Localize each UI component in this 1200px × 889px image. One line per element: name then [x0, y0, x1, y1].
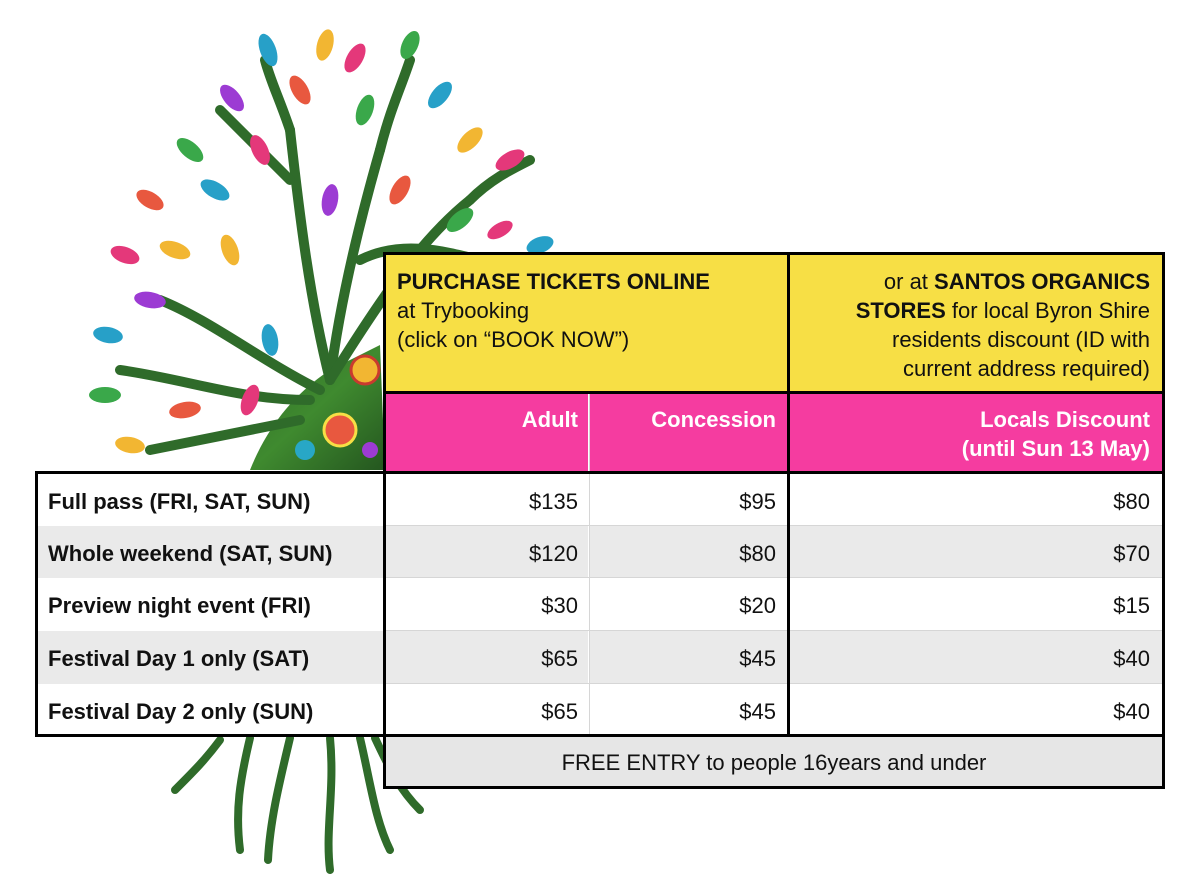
free-entry-note: FREE ENTRY to people 16years and under: [386, 736, 1162, 787]
price-locals: $40: [790, 684, 1162, 735]
price-concession: $95: [590, 474, 788, 526]
table-row-label: Preview night event (FRI): [37, 578, 385, 631]
table-row-label: Festival Day 1 only (SAT): [37, 631, 385, 684]
row-divider: [386, 683, 788, 684]
santos-id-text: residents discount (ID with: [892, 327, 1150, 352]
santos-address-text: current address required): [902, 356, 1150, 381]
price-adult: $120: [386, 526, 588, 578]
row-divider: [790, 525, 1162, 526]
table-border: [787, 252, 790, 736]
santos-store-name: SANTOS ORGANICS: [934, 269, 1150, 294]
price-adult: $30: [386, 578, 588, 631]
table-border: [383, 786, 1165, 789]
table-border: [383, 391, 1165, 394]
table-border: [383, 252, 386, 789]
online-book-now-hint: (click on “BOOK NOW”): [397, 327, 630, 352]
price-locals: $70: [790, 526, 1162, 578]
row-divider: [790, 577, 1162, 578]
price-adult: $135: [386, 474, 588, 526]
table-row-label: Full pass (FRI, SAT, SUN): [37, 474, 385, 526]
table-border: [1162, 252, 1165, 789]
price-locals: $80: [790, 474, 1162, 526]
row-divider: [790, 630, 1162, 631]
online-trybooking-text: at Trybooking: [397, 298, 530, 323]
santos-local-text: for local Byron Shire: [951, 298, 1150, 323]
table-row-label: Whole weekend (SAT, SUN): [37, 526, 385, 578]
row-divider: [790, 683, 1162, 684]
santos-stores-word: STORES: [855, 298, 946, 323]
table-border: [383, 252, 1165, 255]
table-border: [35, 471, 1165, 474]
row-divider: [386, 577, 788, 578]
price-adult: $65: [386, 631, 588, 684]
price-concession: $45: [590, 631, 788, 684]
price-locals: $15: [790, 578, 1162, 631]
column-header-concession: Concession: [590, 394, 788, 472]
column-divider: [589, 394, 590, 735]
table-row-label: Festival Day 2 only (SUN): [37, 684, 385, 735]
row-divider: [386, 630, 788, 631]
table-border: [35, 734, 1165, 737]
column-header-adult: Adult: [386, 394, 588, 472]
locals-discount-title: Locals Discount: [980, 407, 1150, 432]
santos-purchase-panel: [790, 255, 1162, 392]
online-title: PURCHASE TICKETS ONLINE: [397, 269, 710, 294]
price-locals: $40: [790, 631, 1162, 684]
price-concession: $20: [590, 578, 788, 631]
price-concession: $45: [590, 684, 788, 735]
price-concession: $80: [590, 526, 788, 578]
row-divider: [386, 525, 788, 526]
table-border: [35, 471, 38, 737]
locals-discount-date: (until Sun 13 May): [961, 436, 1150, 461]
column-header-locals: [790, 394, 1162, 472]
online-purchase-panel: [386, 255, 788, 392]
santos-prefix: or at: [883, 269, 928, 294]
price-adult: $65: [386, 684, 588, 735]
